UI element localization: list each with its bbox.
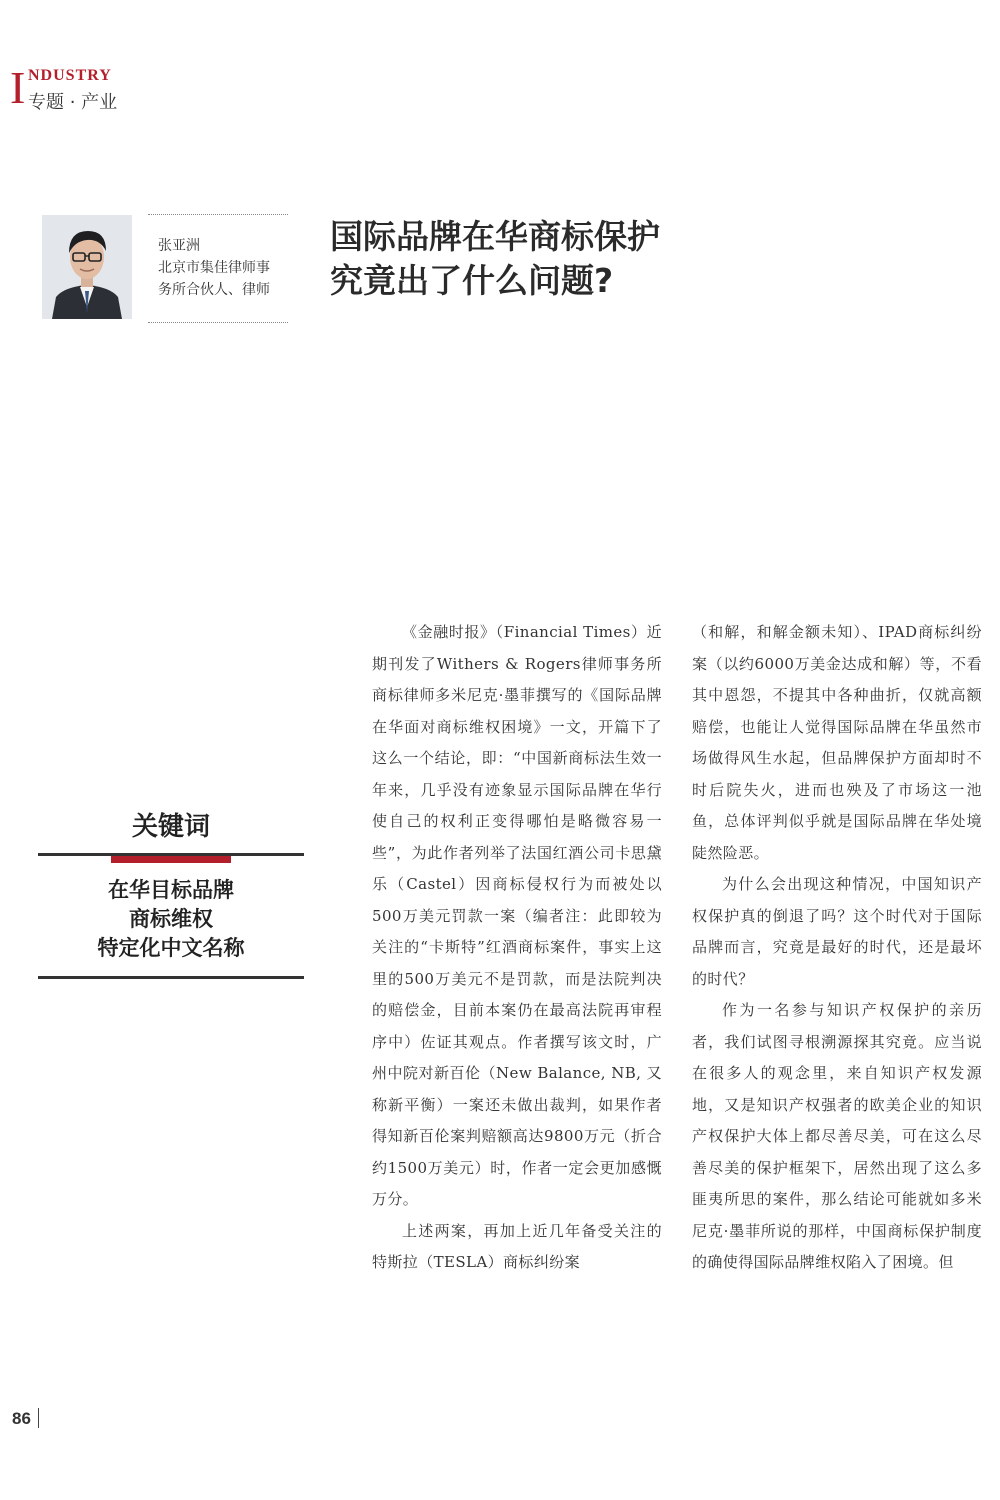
keywords-box [38, 805, 304, 979]
article-headline [330, 215, 760, 303]
headline-line2: 究竟出了什么问题? [330, 261, 614, 300]
author-name: 张亚洲 [158, 238, 200, 254]
article-paragraph: 作为一名参与知识产权保护的亲历者，我们试图寻根溯源探其究竟。应当说在很多人的观念里，来自知识产权发源地，又是知识产权强者的欧美企业的知识产权保护大体上都尽善尽美，可在这么尽善尽美的保护框架下，居然出现了这么多匪夷所思的案件，那么结论可能就如多米尼克·墨菲所说的那样，中国商标保护制度的确使得国际品牌维权陷入了困境。但 [692, 1001, 982, 1271]
article-paragraph: 上述两案，再加上近几年备受关注的特斯拉（TESLA）商标纠纷案 [372, 1221, 662, 1271]
keywords-accent-bar [111, 856, 231, 863]
author-title-line1: 北京市集佳律师事 [158, 260, 270, 276]
section-initial: I [10, 62, 26, 113]
author-rule-bottom [148, 322, 288, 323]
author-info [158, 235, 293, 301]
page-number-divider [38, 1408, 39, 1428]
keywords-rule-bottom [38, 976, 304, 979]
author-title-line2: 务所合伙人、律师 [158, 282, 270, 298]
keywords-title: 关键词 [131, 812, 210, 842]
keyword-item: 在华目标品牌 [108, 877, 234, 902]
headline-line1: 国际品牌在华商标保护 [330, 217, 660, 256]
article-column-right [692, 617, 982, 1279]
keywords-list [38, 875, 304, 962]
section-label: 专题 · 产业 [28, 92, 118, 113]
keyword-item: 特定化中文名称 [97, 935, 245, 960]
author-photo [42, 215, 132, 319]
keyword-item: 商标维权 [129, 906, 213, 931]
author-rule-top [148, 214, 288, 215]
article-paragraph: 《金融时报》（Financial Times）近期刊发了Withers & Rogers律师事务所商标律师多米尼克·墨菲撰写的《国际品牌在华面对商标维权困境》一文，开篇下了这么一个结论，即：“中国新商标法生效一年来，几乎没有迹象显示国际品牌在华行使自己的权利正变得哪怕是略微容易一些”，为此作者列举了法国红酒公司卡思黛乐（Castel）因商标侵权行为而被处以500万美元罚款一案（编者注：此即较为关注的“卡斯特”红酒商标案件，事实上这里的500万美元不是罚款，而是法院判决的赔偿金，目前本案仍在最高法院再审程序中）佐证其观点。作者撰写该文时，广州中院对新百伦（New Balance, NB, 又称新平衡）一案还未做出裁判，如果作者得知新百伦案判赔额高达9800万元（折合约1500万美元）时，作者一定会更加感慨万分。 [372, 623, 662, 1208]
page-number: 86 [12, 1409, 31, 1428]
section-word: NDUSTRY [28, 67, 112, 84]
article-column-left [372, 617, 662, 1279]
article-paragraph: 为什么会出现这种情况，中国知识产权保护真的倒退了吗？这个时代对于国际品牌而言，究竟是最好的时代，还是最坏的时代？ [692, 875, 982, 988]
article-paragraph: （和解，和解金额未知）、IPAD商标纠纷案（以约6000万美金达成和解）等，不看其中恩怨，不提其中各种曲折，仅就高额赔偿，也能让人觉得国际品牌在华虽然市场做得风生水起，但品牌保护方面却时不时后院失火，进而也殃及了市场这一池鱼，总体评判似乎就是国际品牌在华处境陡然险恶。 [692, 623, 982, 862]
